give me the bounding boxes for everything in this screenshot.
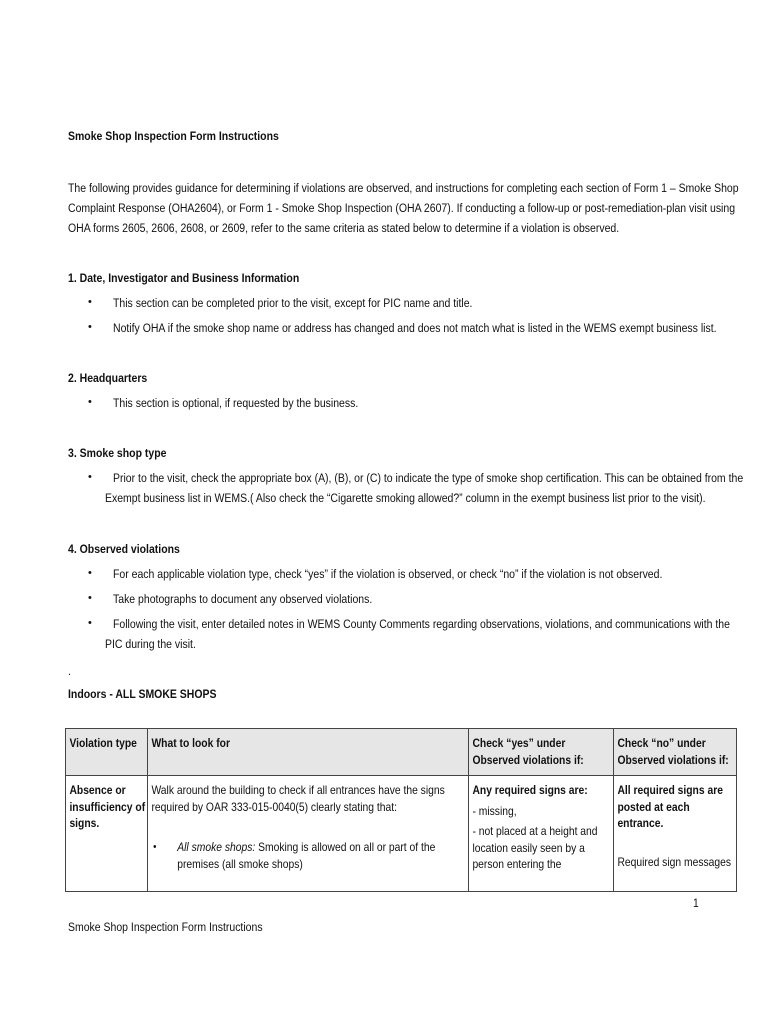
no-heading-line: All required signs are (617, 783, 723, 797)
bullet-glyph: • (88, 396, 92, 408)
section-1-heading: 1. Date, Investigator and Business Information (68, 271, 300, 285)
section-3-bullet-1-line-2: Exempt business list in WEMS.( Also check the “Cigarette smoking allowed?” column in the exempt business list prior to the visit). (105, 491, 706, 505)
indoors-heading: Indoors - ALL SMOKE SHOPS (68, 687, 217, 701)
bullet-glyph: • (88, 617, 92, 629)
look-line: required by OAR 333-015-0040(5) clearly stating that: (151, 799, 397, 814)
yes-item-2-line: - not placed at a height and (472, 824, 598, 838)
yes-item-2-line: location easily seen by a (472, 840, 585, 855)
type-line: insufficiency of (69, 799, 146, 814)
yes-item-2-line: person entering the (472, 857, 562, 871)
section-4-bullet-3-line-1: Following the visit, enter detailed notes in WEMS County Comments regarding observations, violations, and communications with the (113, 617, 730, 631)
header-label-line-2: Observed violations if: (617, 752, 729, 767)
section-4-heading: 4. Observed violations (68, 542, 180, 556)
yes-heading: Any required signs are: (472, 783, 588, 797)
no-heading-line: posted at each (617, 799, 690, 814)
bullet-glyph: • (153, 841, 157, 853)
type-line: signs. (69, 816, 100, 830)
no-heading-line: entrance. (617, 816, 664, 830)
section-3-heading: 3. Smoke shop type (68, 446, 167, 460)
stray-dot: . (68, 664, 71, 678)
intro-line-1: The following provides guidance for determining if violations are observed, and instructions for completing each section of Form 1 – Smoke Shop (68, 181, 739, 195)
bullet-glyph: • (88, 592, 92, 604)
header-label-line-1: Check “no” under (617, 736, 706, 750)
cell-check-no (614, 776, 737, 892)
header-check-no (614, 729, 737, 776)
intro-line-3: OHA forms 2605, 2606, 2608, or 2609, refer to the same criteria as stated below to determine if a violation is observed. (68, 221, 620, 235)
look-bullet-rest: Smoking is allowed on all or part of the (255, 840, 436, 854)
header-violation-type (66, 729, 148, 776)
cell-what-to-look-for (148, 776, 469, 892)
page-footer: Smoke Shop Inspection Form Instructions (68, 920, 263, 934)
header-label-line-1: Check “yes” under (472, 736, 566, 750)
header-label-line-2: Observed violations if: (472, 752, 584, 767)
look-bullet (151, 839, 470, 856)
header-what-to-look-for (148, 729, 469, 776)
section-1-bullet-1: This section can be completed prior to the visit, except for PIC name and title. (113, 296, 473, 310)
type-line: Absence or (69, 783, 126, 797)
cell-violation-type (66, 776, 148, 892)
section-4-bullet-2: Take photographs to document any observed violations. (113, 592, 373, 606)
section-1-bullet-2: Notify OHA if the smoke shop name or address has changed and does not match what is listed in the WEMS exempt business list. (113, 321, 717, 335)
cell-check-yes (469, 776, 614, 892)
header-check-yes (469, 729, 614, 776)
no-tail: Required sign messages (617, 854, 732, 869)
header-label: What to look for (151, 736, 230, 750)
section-2-heading: 2. Headquarters (68, 371, 148, 385)
table-row (66, 776, 737, 892)
look-bullet-italic: All smoke shops: (177, 840, 256, 854)
bullet-glyph: • (88, 471, 92, 483)
section-3-bullet-1-line-1: Prior to the visit, check the appropriate box (A), (B), or (C) to indicate the type of smoke shop certification. This can be obtained from the (113, 471, 744, 485)
bullet-glyph: • (88, 567, 92, 579)
look-line: Walk around the building to check if all entrances have the signs (151, 783, 445, 797)
section-4-bullet-3-line-2: PIC during the visit. (105, 637, 196, 651)
intro-line-2: Complaint Response (OHA2604), or Form 1 - Smoke Shop Inspection (OHA 2607). If conducting a follow-up or post-remediation-plan visit using (68, 201, 736, 215)
page-number: 1 (693, 896, 699, 910)
yes-item-1: - missing, (472, 803, 517, 818)
bullet-glyph: • (88, 296, 92, 308)
look-bullet-line-2: premises (all smoke shops) (177, 856, 303, 871)
section-4-bullet-1: For each applicable violation type, check “yes” if the violation is observed, or check “no” if the violation is not observed. (113, 567, 663, 581)
header-label: Violation type (69, 736, 137, 750)
violation-table (65, 728, 737, 892)
table-header-row (66, 729, 737, 776)
document-title: Smoke Shop Inspection Form Instructions (68, 129, 279, 143)
bullet-glyph: • (88, 321, 92, 333)
section-2-bullet-1: This section is optional, if requested by the business. (113, 396, 359, 410)
